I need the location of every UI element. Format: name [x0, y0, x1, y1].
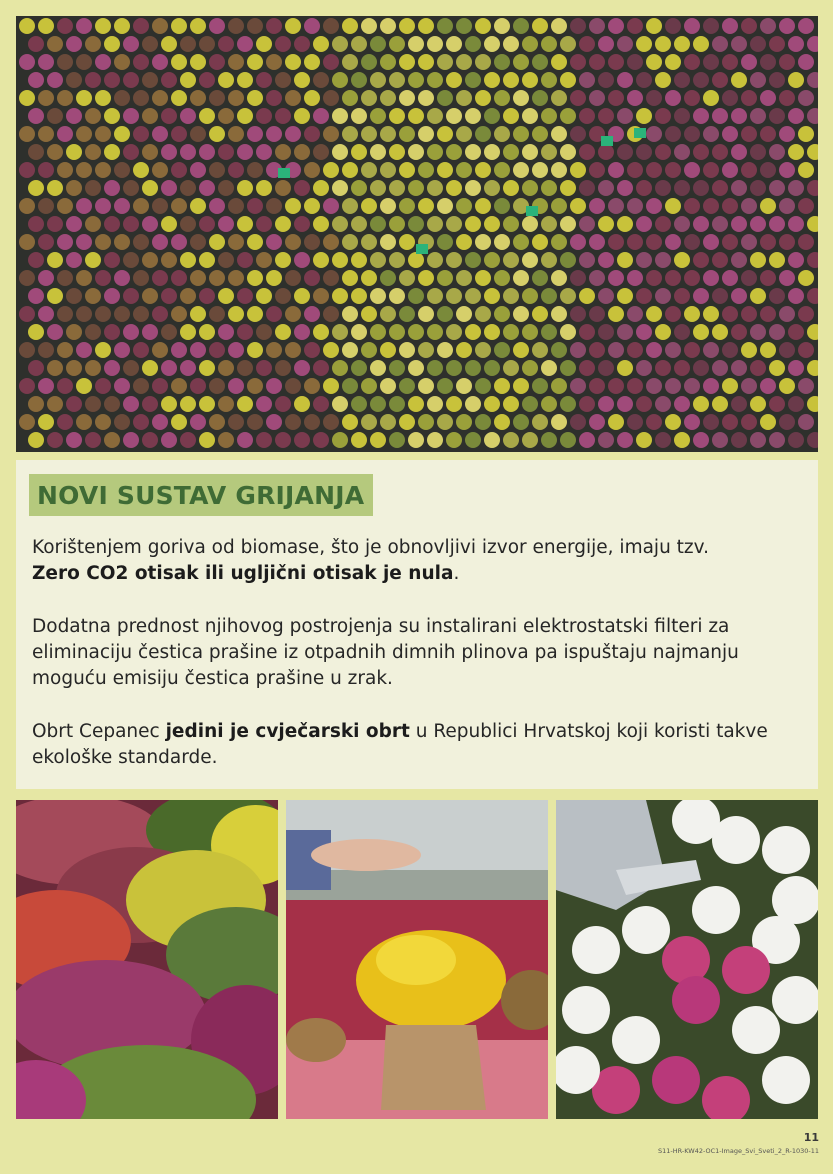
yellow-flower-pot-photo: [286, 800, 548, 1119]
page-number: 11: [803, 1131, 819, 1144]
chrysanthemum-bushes-photo: [16, 800, 278, 1119]
paragraph-1-end: .: [453, 563, 460, 584]
paragraph-1-bold: Zero CO2 otisak ili ugljični otisak je nula: [32, 563, 454, 584]
paragraph-3-start: Obrt Cepanec: [32, 721, 166, 742]
paragraph-3-bold: jedini je cvječarski obrt: [165, 721, 410, 742]
paragraph-3-end: u Republici Hrvatskoj koji koristi takve ekološke standarde.: [32, 721, 768, 768]
white-pink-chrysanthemum-photo: [556, 800, 818, 1119]
section-title: NOVI SUSTAV GRIJANJA: [37, 480, 365, 510]
text-box: [16, 460, 818, 789]
paragraph-2: Dodatna prednost njihovog postrojenja su instalirani elektrostatski filteri za eliminaciju čestica prašine iz otpadnih dimnih plinova pa ispuštaju najmanju moguću emisiju čestica prašine u zrak.: [32, 616, 739, 689]
title-band: [29, 474, 373, 516]
paragraph-1-text: Korištenjem goriva od biomase, što je obnovljivi izvor energije, imaju tzv.: [32, 537, 710, 558]
hero-flower-field-photo: [16, 16, 818, 452]
paragraph-1: [32, 535, 807, 587]
paragraph-3: [32, 719, 807, 771]
footer-code: S11-HR-KW42-OC1-Image_Svi_Sveti_2_R-1030-11: [658, 1147, 819, 1155]
